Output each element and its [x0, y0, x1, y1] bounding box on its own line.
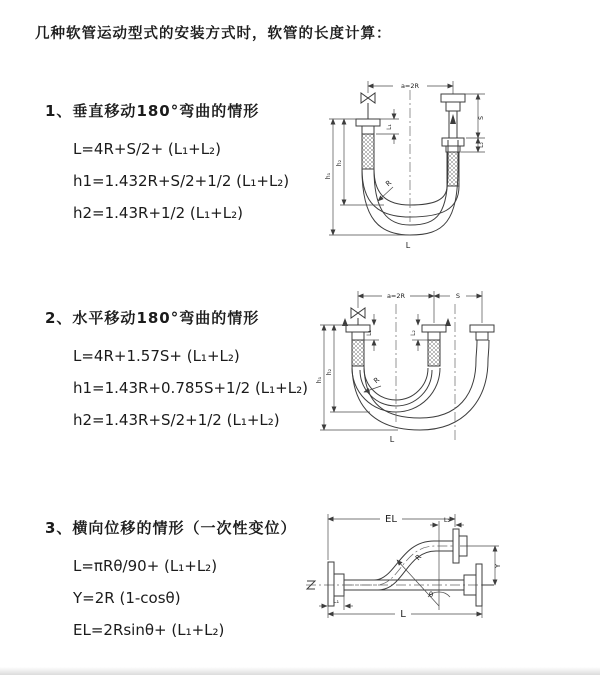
dim-label-h1: h₁	[316, 376, 323, 384]
section-lateral-displacement	[45, 517, 296, 646]
dim-label-h1: h₁	[325, 172, 332, 180]
dim-label-l1: L₁	[366, 330, 373, 336]
dim-s	[434, 292, 482, 300]
dim-label-s: S	[455, 292, 461, 300]
formula-line: Y=2R (1-cosθ)	[73, 589, 181, 607]
valve-icon	[351, 308, 365, 325]
dim-l2	[461, 138, 485, 152]
formula-line: L=πRθ/90+ (L₁+L₂)	[73, 557, 218, 575]
section-2-heading: 2、水平移动180°弯曲的情形	[45, 309, 260, 327]
diagram-vertical-180-bend	[310, 72, 600, 262]
right-flange-assembly	[470, 325, 494, 360]
dim-el	[328, 514, 455, 563]
angle-label: θ	[428, 591, 434, 599]
diagram-lateral-displacement	[298, 498, 600, 653]
formula-line: EL=2Rsinθ+ (L₁+L₂)	[73, 621, 225, 639]
formula-line: L=4R+S/2+ (L₁+L₂)	[73, 140, 221, 158]
dim-label-l2: L₂	[443, 516, 451, 524]
formula-line: h1=1.432R+S/2+1/2 (L₁+L₂)	[73, 172, 290, 190]
dim-l	[328, 606, 482, 620]
dim-l1	[364, 314, 379, 351]
length-label: L	[405, 241, 411, 250]
length-label: L	[389, 435, 395, 444]
left-flange-assembly	[356, 119, 380, 169]
hose-loops	[352, 360, 488, 430]
flow-arrow-icon	[450, 114, 456, 124]
dim-h2	[336, 119, 384, 205]
dim-label-h2: h₂	[326, 368, 333, 376]
right-pipe-assembly	[441, 94, 465, 186]
dim-label-el: EL	[385, 514, 397, 525]
dim-label-l2: L₂	[410, 330, 417, 336]
radius-callout	[378, 179, 393, 201]
radius-label: R	[384, 178, 394, 189]
dim-label-y: Y	[494, 563, 502, 569]
dim-label-h2: h₂	[336, 159, 343, 167]
formula-line: h1=1.43R+0.785S+1/2 (L₁+L₂)	[73, 379, 308, 397]
dim-label-l1: L₁	[386, 124, 393, 130]
left-flange-assembly	[342, 318, 370, 366]
dim-label-s: S	[478, 116, 485, 120]
dim-h2	[326, 325, 370, 412]
dim-y	[460, 546, 502, 585]
hose-loops	[362, 140, 459, 235]
formula-line: L=4R+1.57S+ (L₁+L₂)	[73, 347, 240, 365]
formula-line: h2=1.43R+1/2 (L₁+L₂)	[73, 204, 243, 222]
dim-label-a2r: a=2R	[400, 82, 420, 90]
displaced-hose-curve	[344, 541, 453, 590]
middle-flange-assembly	[422, 318, 451, 366]
dim-label-l: L	[400, 609, 406, 620]
radius-label: R	[413, 553, 424, 563]
section-3-heading: 3、横向位移的情形（一次性变位）	[45, 519, 297, 537]
dim-label-l2: L₂	[478, 142, 485, 148]
dim-label-a2r: a=2R	[386, 292, 406, 300]
diagram-horizontal-180-bend	[308, 282, 600, 462]
hose-end-arrow-icon	[445, 318, 451, 326]
valve-icon	[361, 93, 375, 119]
radius-label: R	[372, 375, 382, 386]
dim-a-2r	[368, 81, 453, 94]
section-horizontal-180	[45, 307, 308, 436]
section-vertical-180	[45, 100, 289, 229]
dim-a-2r	[358, 291, 482, 323]
dim-s	[465, 94, 485, 138]
section-1-heading: 1、垂直移动180°弯曲的情形	[45, 102, 260, 120]
page-title: 几种软管运动型式的安装方式时，软管的长度计算：	[35, 26, 392, 42]
dim-label-l1: L₁	[332, 597, 340, 605]
formula-line: h2=1.43R+S/2+1/2 (L₁+L₂)	[73, 411, 280, 429]
dim-l1	[319, 594, 353, 610]
scan-edge	[0, 667, 600, 675]
